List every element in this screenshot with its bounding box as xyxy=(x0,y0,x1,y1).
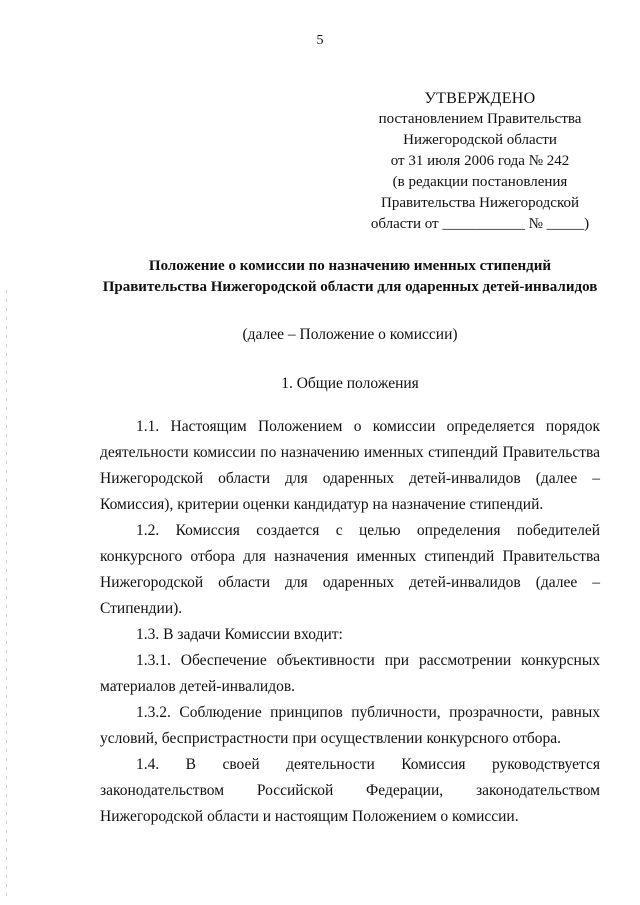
approval-title: УТВЕРЖДЕНО xyxy=(424,90,536,107)
approval-stamp xyxy=(355,88,605,235)
paragraph-1-3-2: 1.3.2. Соблюдение принципов публичности, прозрачности, равных условий, беспристрастности при осуществлении конкурсного отбора. xyxy=(100,704,600,747)
paragraph-1-1: 1.1. Настоящим Положением о комиссии определяется порядок деятельности комиссии по назначению именных стипендий Правительства Нижегородской области для одаренных детей-инвалидов (далее – Комиссия), критерии оценки кандидатур на назначение стипендий. xyxy=(100,418,600,513)
scan-margin-artifact xyxy=(6,290,7,900)
paragraph-1-3-1: 1.3.1. Обеспечение объективности при рассмотрении конкурсных материалов детей-инвалидов. xyxy=(100,652,600,695)
approval-line: постановлением Правительства xyxy=(378,111,582,127)
paragraph-1-2: 1.2. Комиссия создается с целью определения победителей конкурсного отбора для назначения именных стипендий Правительства Нижегородской области для одаренных детей-инвалидов (далее – Стипендии). xyxy=(100,522,600,617)
approval-line: области от ___________ № _____) xyxy=(370,216,590,232)
paragraph-1-4-line: Нижегородской области и настоящим Положением о комиссии. xyxy=(100,808,519,825)
document-title xyxy=(60,256,640,298)
page-number: 5 xyxy=(316,33,324,48)
paragraph-1-3: 1.3. В задачи Комиссии входит: xyxy=(136,626,343,643)
paragraph-1-4-line: 1.4. В своей деятельности Комиссия руководствуется xyxy=(136,756,600,773)
paragraph-1-4 xyxy=(100,752,600,830)
document-title-line: Правительства Нижегородской области для одаренных детей-инвалидов xyxy=(102,279,598,295)
document-title-line: Положение о комиссии по назначению именных стипендий xyxy=(148,258,552,274)
approval-line: (в редакции постановления xyxy=(392,174,568,190)
document-body xyxy=(100,414,600,830)
approval-line: от 31 июля 2006 года № 242 xyxy=(390,153,570,169)
section-heading: 1. Общие положения xyxy=(281,375,419,392)
paragraph-1-4-line: законодательством Российской Федерации, законодательством xyxy=(100,782,600,799)
document-subtitle: (далее – Положение о комиссии) xyxy=(242,326,458,343)
approval-line: Правительства Нижегородской xyxy=(380,195,580,211)
approval-line: Нижегородской области xyxy=(403,132,557,148)
